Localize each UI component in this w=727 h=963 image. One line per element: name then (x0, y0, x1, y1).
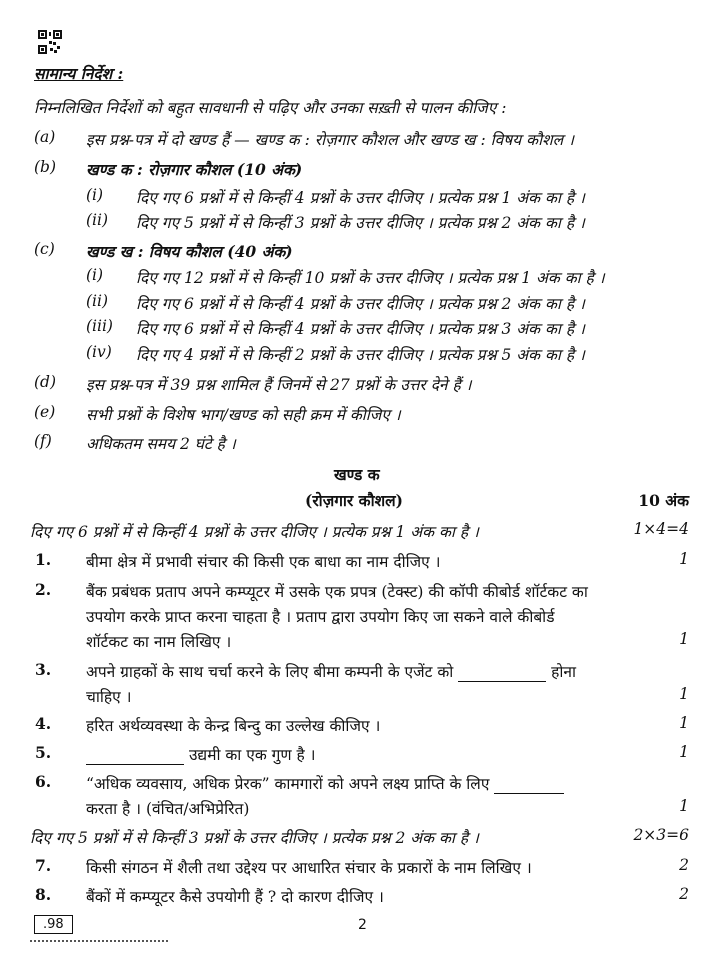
question-text-part: “अधिक व्यवसाय, अधिक प्रेरक” कामगारों को अपने लक्ष्य प्राप्ति के लिए (86, 775, 490, 793)
question-marks: 1 (679, 685, 689, 703)
section-title: खण्ड क (334, 465, 380, 484)
instr-heading: खण्ड ख : विषय कौशल (40 अंक) (86, 242, 293, 261)
group-instruction: दिए गए 5 प्रश्नों में से किन्हीं 3 प्रश्नों के उत्तर दीजिए । प्रत्येक प्रश्न 2 अंक का है । (30, 829, 479, 847)
instructions-intro: निम्नलिखित निर्देशों को बहुत सावधानी से पढ़िए और उनका सख़्ती से पालन कीजिए : (34, 99, 507, 117)
question-text: किसी संगठन में शैली तथा उद्देश्य पर आधारित संचार के प्रकारों के नाम लिखिए । (86, 859, 532, 877)
question-text: बैंकों में कम्प्यूटर कैसे उपयोगी हैं ? दो कारण दीजिए । (86, 888, 384, 906)
question-number: 4. (35, 714, 52, 733)
instr-label: (e) (34, 403, 56, 421)
barcode-strip (30, 940, 170, 942)
question-text: हरित अर्थव्यवस्था के केन्द्र बिन्दु का उल्लेख कीजिए । (86, 717, 381, 735)
question-marks: 1 (679, 797, 689, 815)
question-number: 6. (35, 772, 52, 791)
instr-sub-label: (iv) (86, 343, 112, 361)
question-text: चाहिए । (86, 688, 132, 706)
paper-code-box: .98 (34, 915, 73, 934)
question-marks: 1 (679, 714, 689, 732)
question-marks: 1 (679, 630, 689, 648)
instr-text: दिए गए 5 प्रश्नों में से किन्हीं 3 प्रश्नों के उत्तर दीजिए । प्रत्येक प्रश्न 2 अंक का है । (136, 214, 585, 232)
question-text: शॉर्टकट का नाम लिखिए । (86, 633, 232, 651)
instr-text: दिए गए 4 प्रश्नों में से किन्हीं 2 प्रश्नों के उत्तर दीजिए । प्रत्येक प्रश्न 5 अंक का है । (136, 346, 585, 364)
question-number: 2. (35, 580, 52, 599)
answer-blank[interactable] (458, 663, 546, 682)
question-marks: 2 (679, 885, 689, 903)
group-marks: 2×3=6 (633, 826, 689, 844)
instr-text: दिए गए 12 प्रश्नों में से किन्हीं 10 प्रश्नों के उत्तर दीजिए । प्रत्येक प्रश्न 1 अंक का है । (136, 269, 605, 287)
instr-label: (d) (34, 373, 57, 391)
question-marks: 2 (679, 856, 689, 874)
instr-label: (f) (34, 432, 52, 450)
instructions-title: सामान्य निर्देश : (34, 64, 124, 83)
instr-sub-label: (ii) (86, 211, 109, 229)
qr-code-icon (38, 30, 62, 54)
instr-text: दिए गए 6 प्रश्नों में से किन्हीं 4 प्रश्नों के उत्तर दीजिए । प्रत्येक प्रश्न 1 अंक का है । (136, 189, 585, 207)
answer-blank[interactable] (494, 775, 564, 794)
question-text (86, 660, 576, 682)
instr-sub-label: (i) (86, 186, 104, 204)
group-marks: 1×4=4 (633, 520, 689, 538)
question-marks: 1 (679, 743, 689, 761)
instr-label: (a) (34, 128, 56, 146)
instr-sub-label: (i) (86, 266, 104, 284)
question-text: करता है । (वंचित/अभिप्रेरित) (86, 800, 250, 818)
question-number: 5. (35, 743, 52, 762)
question-number: 1. (35, 550, 52, 569)
instr-text: सभी प्रश्नों के विशेष भाग/खण्ड को सही क्रम में कीजिए । (86, 406, 401, 424)
question-text: बैंक प्रबंधक प्रताप अपने कम्प्यूटर में उसके एक प्रपत्र (टेक्स्ट) की कॉपी कीबोर्ड शॉर्टकट का (86, 583, 588, 601)
instr-label: (c) (34, 240, 55, 258)
instr-label: (b) (34, 158, 57, 176)
question-number: 8. (35, 885, 52, 904)
question-text-part: अपने ग्राहकों के साथ चर्चा करने के लिए बीमा कम्पनी के एजेंट को (86, 663, 454, 681)
question-text (86, 743, 316, 765)
question-text (86, 772, 564, 794)
instr-heading: खण्ड क : रोज़गार कौशल (10 अंक) (86, 160, 303, 179)
instr-text: दिए गए 6 प्रश्नों में से किन्हीं 4 प्रश्नों के उत्तर दीजिए । प्रत्येक प्रश्न 2 अंक का है । (136, 295, 585, 313)
instr-text: इस प्रश्न-पत्र में दो खण्ड हैं — खण्ड क : रोज़गार कौशल और खण्ड ख : विषय कौशल । (86, 131, 574, 149)
question-number: 3. (35, 660, 52, 679)
section-marks: 10 अंक (638, 491, 689, 510)
instr-text: अधिकतम समय 2 घंटे है । (86, 435, 236, 453)
question-number: 7. (35, 856, 52, 875)
question-text-part: होना (551, 663, 576, 681)
instr-text: इस प्रश्न-पत्र में 39 प्रश्न शामिल हैं जिनमें से 27 प्रश्नों के उत्तर देने हैं । (86, 376, 472, 394)
section-subtitle: (रोज़गार कौशल) (305, 491, 403, 510)
group-instruction: दिए गए 6 प्रश्नों में से किन्हीं 4 प्रश्नों के उत्तर दीजिए । प्रत्येक प्रश्न 1 अंक का है । (30, 523, 479, 541)
instr-sub-label: (iii) (86, 317, 113, 335)
question-text: बीमा क्षेत्र में प्रभावी संचार की किसी एक बाधा का नाम दीजिए । (86, 553, 441, 571)
answer-blank[interactable] (86, 746, 184, 765)
question-text-part: उद्यमी का एक गुण है । (188, 746, 316, 764)
instr-sub-label: (ii) (86, 292, 109, 310)
question-text: उपयोग करके प्राप्त करना चाहता है । प्रताप द्वारा उपयोग किए जा सकने वाले कीबोर्ड (86, 608, 555, 626)
page-number: 2 (358, 917, 367, 933)
instr-text: दिए गए 6 प्रश्नों में से किन्हीं 4 प्रश्नों के उत्तर दीजिए । प्रत्येक प्रश्न 3 अंक का है । (136, 320, 585, 338)
question-marks: 1 (679, 550, 689, 568)
